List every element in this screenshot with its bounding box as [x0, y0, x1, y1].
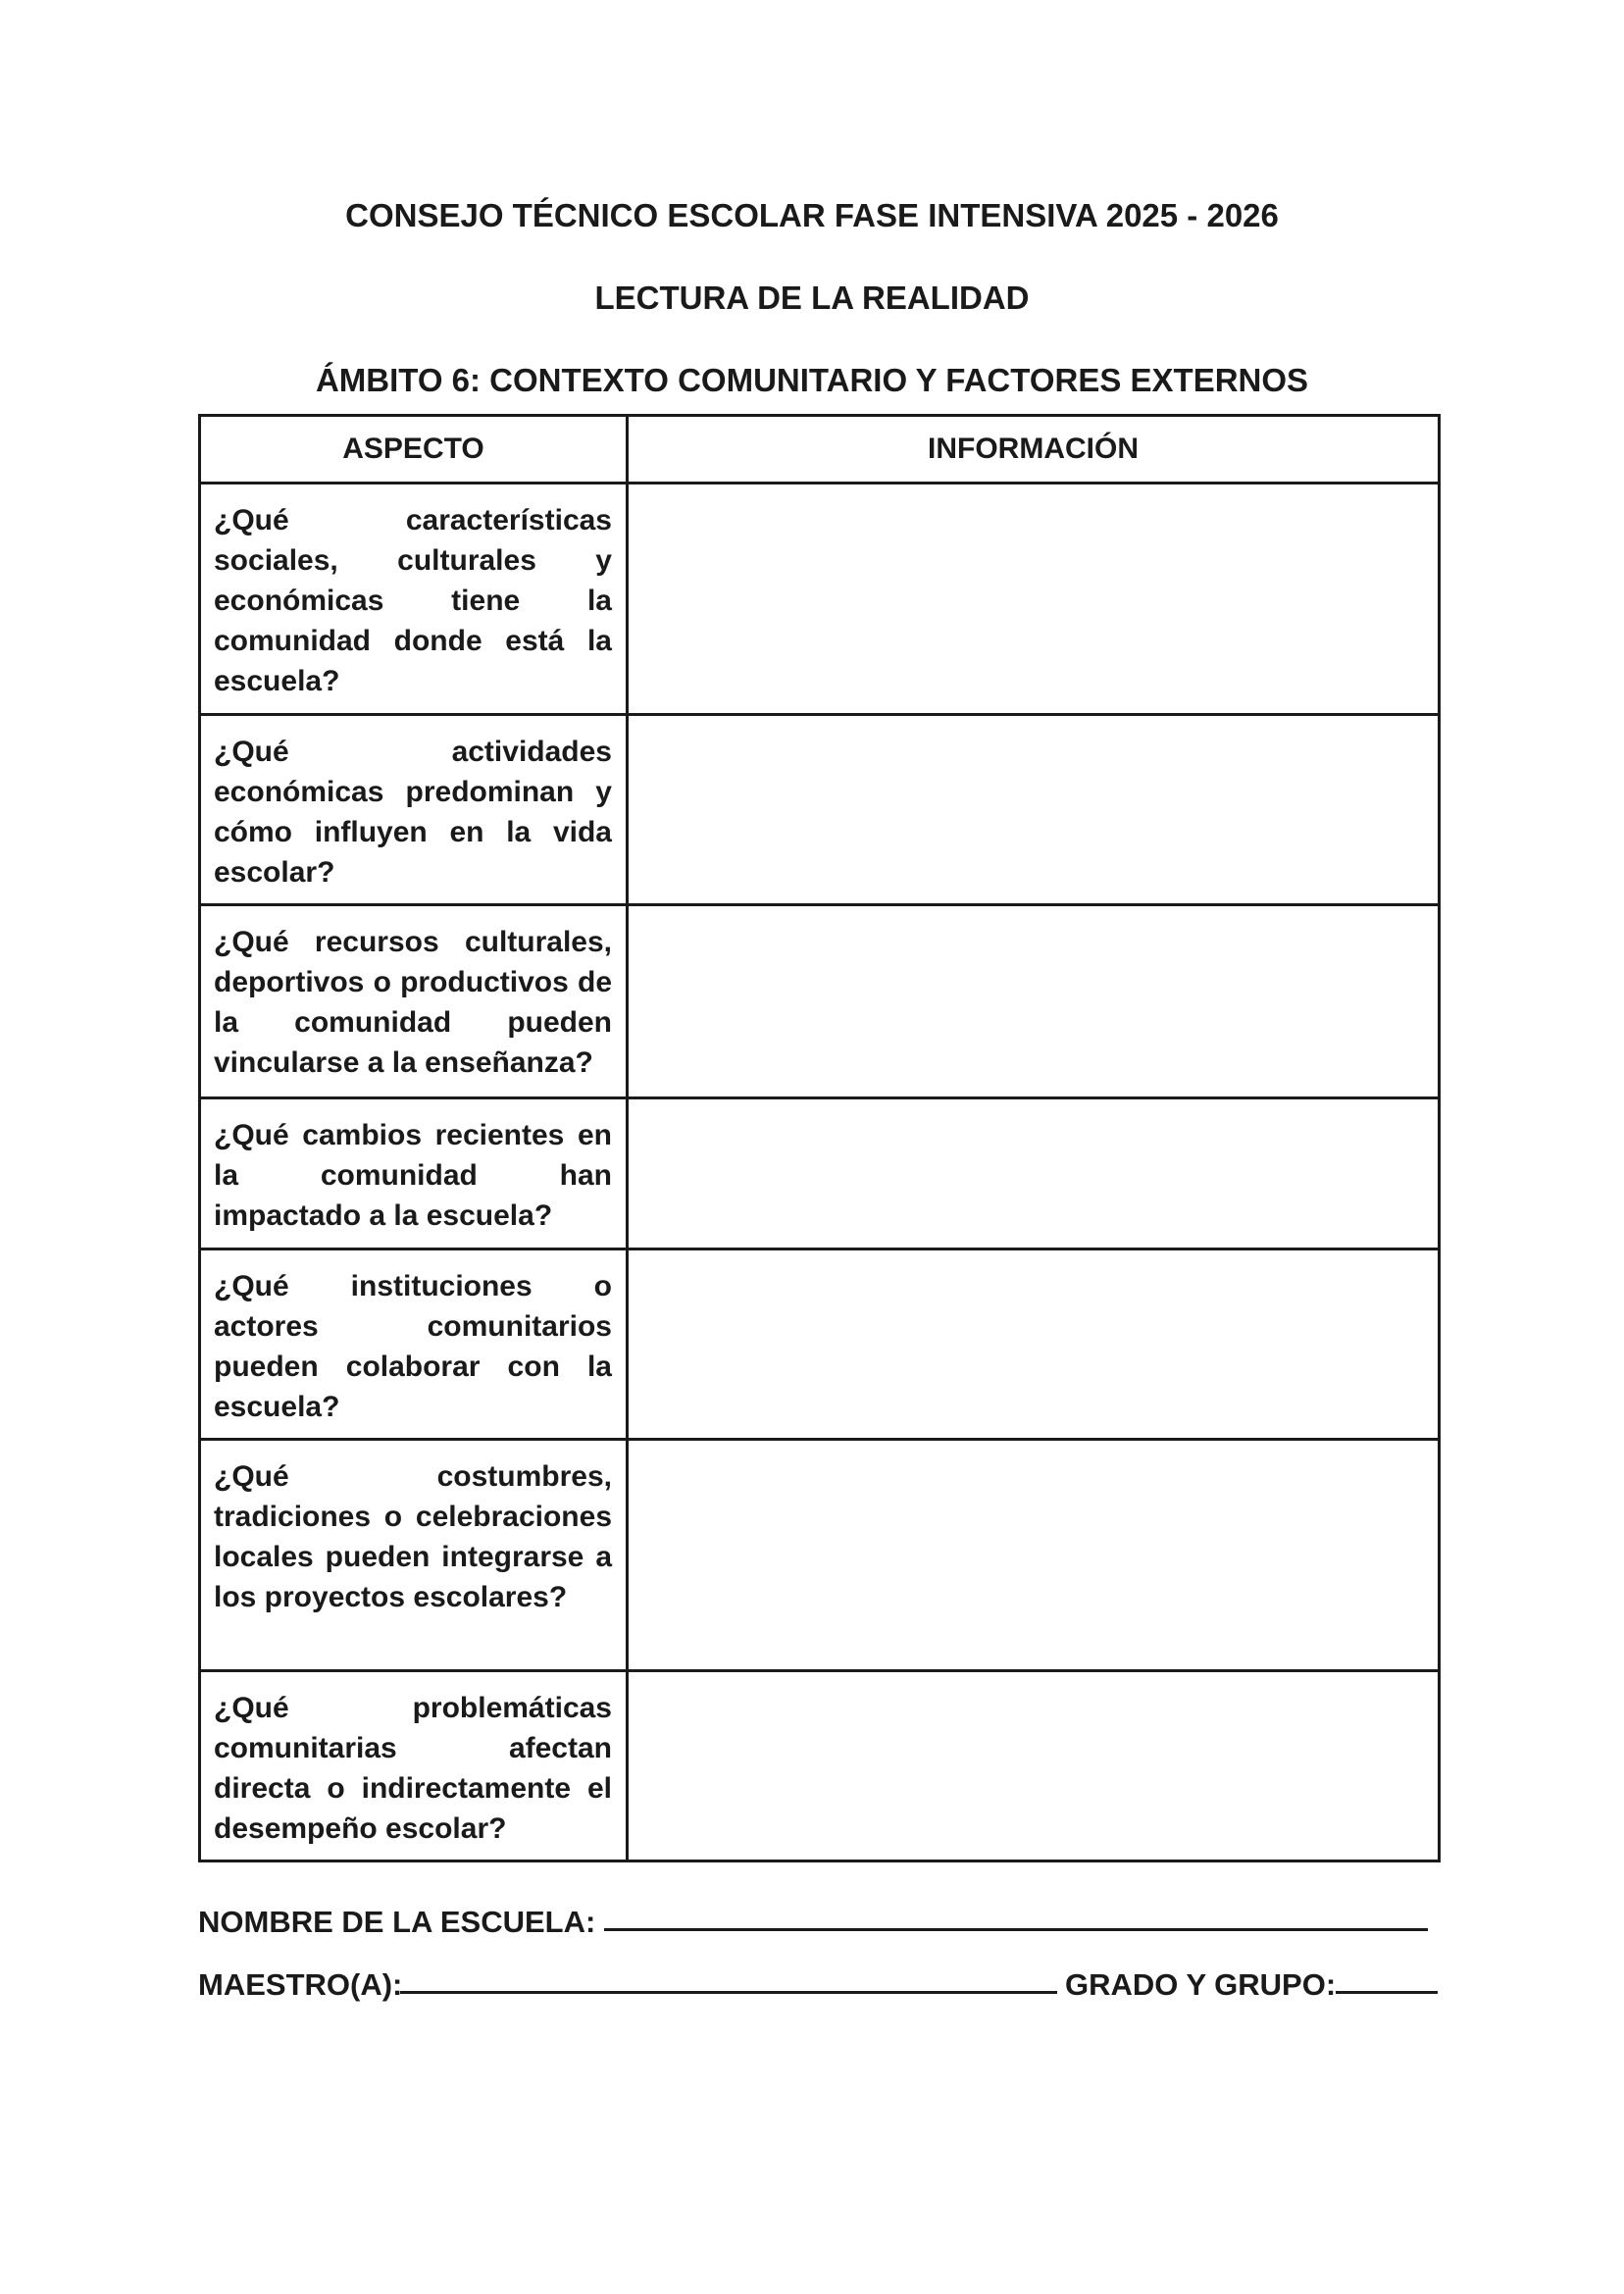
- info-cell[interactable]: [628, 1440, 1440, 1671]
- table-row: [200, 484, 1440, 715]
- info-cell[interactable]: [628, 905, 1440, 1098]
- aspect-cell: ¿Qué costumbres, tradiciones o celebraciones locales pueden integrarse a los proyectos escolares?: [200, 1440, 628, 1671]
- table-header-row: [200, 416, 1440, 484]
- document-subtitle: LECTURA DE LA REALIDAD: [594, 280, 1030, 316]
- grade-group-blank[interactable]: [1336, 1991, 1438, 1994]
- table-row: [200, 905, 1440, 1098]
- table-row: [200, 1249, 1440, 1440]
- school-name-label: NOMBRE DE LA ESCUELA:: [198, 1905, 596, 1939]
- section-heading: ÁMBITO 6: CONTEXTO COMUNITARIO Y FACTORES EXTERNOS: [315, 362, 1309, 398]
- teacher-name-blank[interactable]: [400, 1991, 1057, 1994]
- aspect-table: [198, 414, 1441, 1862]
- grade-group-row: [1065, 1965, 1336, 2005]
- info-cell[interactable]: [628, 715, 1440, 905]
- table-row: [200, 1671, 1440, 1861]
- school-name-blank[interactable]: [604, 1928, 1428, 1931]
- aspect-cell: ¿Qué cambios recientes en la comunidad han impactado a la escuela?: [200, 1098, 628, 1249]
- document-title: CONSEJO TÉCNICO ESCOLAR FASE INTENSIVA 2025 - 2026: [345, 197, 1279, 233]
- info-cell[interactable]: [628, 1098, 1440, 1249]
- column-header-info: INFORMACIÓN: [628, 416, 1440, 484]
- aspect-cell: ¿Qué problemáticas comunitarias afectan directa o indirectamente el desempeño escolar?: [200, 1671, 628, 1861]
- aspect-cell: ¿Qué características sociales, culturales y económicas tiene la comunidad donde está la escuela?: [200, 484, 628, 715]
- column-header-aspect: ASPECTO: [200, 416, 628, 484]
- grade-group-label: GRADO Y GRUPO:: [1065, 1967, 1337, 2002]
- aspect-cell: ¿Qué instituciones o actores comunitarios pueden colaborar con la escuela?: [200, 1249, 628, 1440]
- info-cell[interactable]: [628, 1671, 1440, 1861]
- table-row: [200, 1098, 1440, 1249]
- teacher-label: MAESTRO(A):: [198, 1967, 403, 2002]
- school-name-row: [198, 1903, 595, 1942]
- table-row: [200, 1440, 1440, 1671]
- teacher-row: [198, 1965, 402, 2005]
- aspect-cell: ¿Qué recursos culturales, deportivos o productivos de la comunidad pueden vincularse a la enseñanza?: [200, 905, 628, 1098]
- info-cell[interactable]: [628, 1249, 1440, 1440]
- table-row: [200, 715, 1440, 905]
- aspect-cell: ¿Qué actividades económicas predominan y cómo influyen en la vida escolar?: [200, 715, 628, 905]
- info-cell[interactable]: [628, 484, 1440, 715]
